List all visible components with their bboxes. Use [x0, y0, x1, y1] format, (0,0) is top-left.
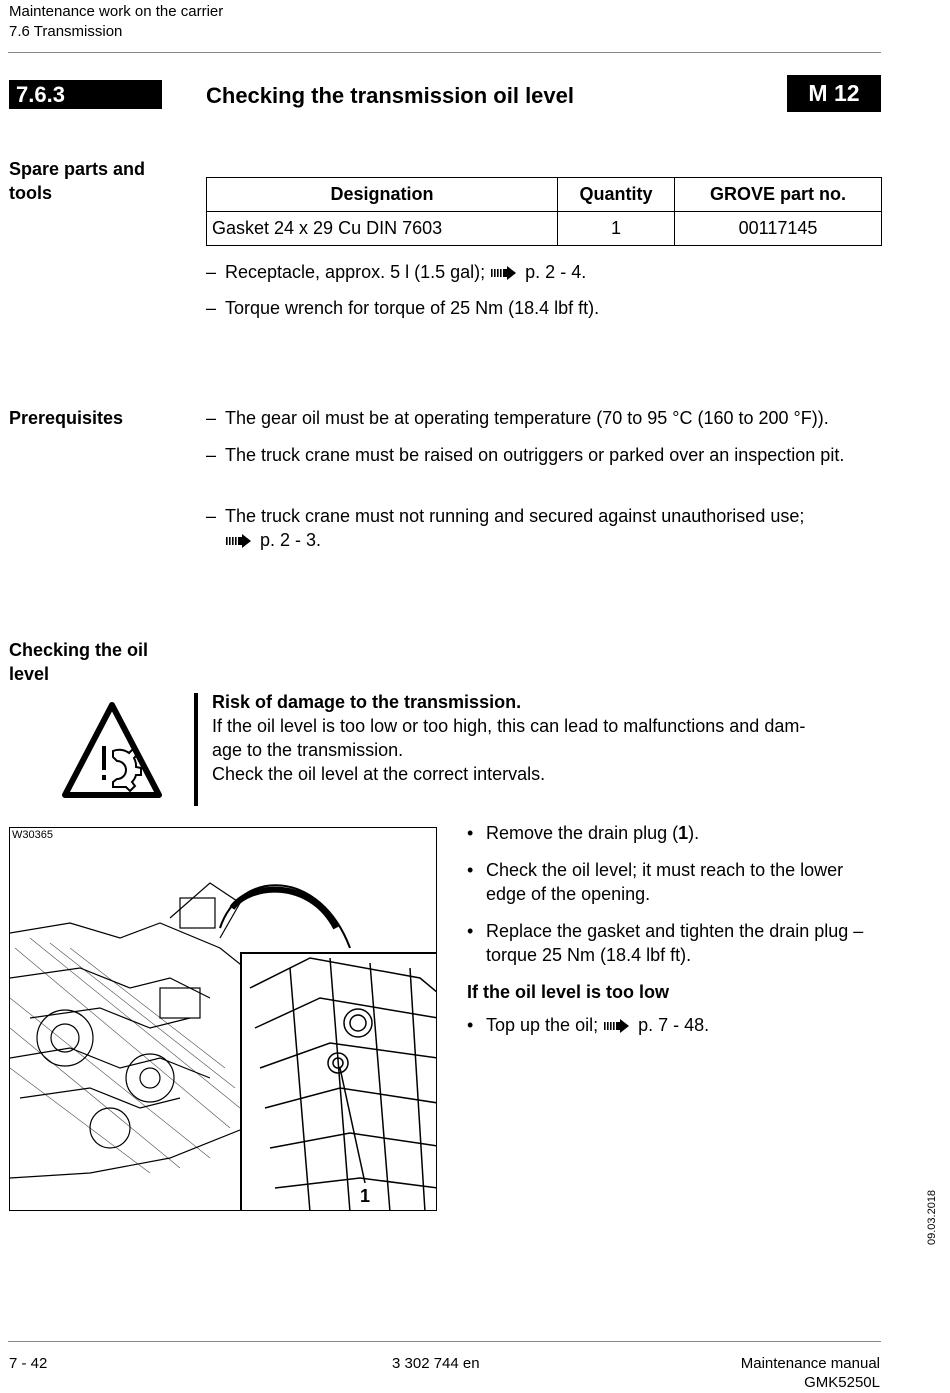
parts-table-header-row	[207, 178, 882, 212]
step-check-level: Check the oil level; it must reach to the lower edge of the opening.	[486, 860, 844, 904]
running-header-section: 7.6 Transmission	[9, 23, 123, 40]
warning-line-1: If the oil level is too low or too high, this can lead to malfunctions and dam-	[212, 716, 806, 736]
list-item: • Check the oil level; it must reach to the lower edge of the opening.	[467, 858, 887, 906]
col-header-designation: Designation	[207, 178, 558, 212]
transmission-figure	[9, 827, 437, 1211]
prerequisite-temperature: The gear oil must be at operating temperature (70 to 95 °C (160 to 200 °F)).	[225, 408, 829, 428]
warning-bar	[194, 693, 198, 806]
tool-receptacle-ref[interactable]: p. 2 - 4.	[525, 262, 587, 282]
spare-parts-heading: Spare parts and tools	[9, 159, 146, 203]
warning-text	[212, 690, 887, 786]
prerequisites-heading: Prerequisites	[9, 408, 124, 428]
warning-line-3: Check the oil level at the correct intervals.	[212, 764, 546, 784]
manual-title: Maintenance manual	[740, 1355, 880, 1372]
section-code-badge: M 12	[787, 75, 881, 112]
prerequisite-outriggers: The truck crane must be raised on outriggers or parked over an inspection pit.	[225, 445, 845, 465]
prerequisite-secured-ref[interactable]: p. 2 - 3.	[260, 530, 322, 550]
section-title: Checking the transmission oil level	[206, 83, 574, 108]
table-row	[207, 212, 882, 246]
step-remove-plug-end: ).	[688, 823, 700, 843]
section-number: 7.6.3	[9, 80, 162, 109]
list-item: • Replace the gasket and tighten the drain plug – torque 25 Nm (18.4 lbf ft).	[467, 919, 877, 967]
step-remove-plug-callout: 1	[678, 823, 689, 843]
checking-heading: Checking the oil level	[9, 640, 149, 684]
page-reference-arrow-icon	[490, 266, 520, 280]
list-item: – The gear oil must be at operating temperature (70 to 95 °C (160 to 200 °F)).	[206, 406, 886, 430]
running-header-chapter: Maintenance work on the carrier	[9, 3, 224, 20]
tool-torque-wrench-text: Torque wrench for torque of 25 Nm (18.4 lbf ft).	[225, 298, 600, 318]
cell-quantity: 1	[558, 212, 675, 246]
figure-id: W30365	[12, 829, 53, 841]
col-header-part-no: GROVE part no.	[675, 178, 882, 212]
prerequisite-secured: The truck crane must not running and secured against unauthorised use;	[225, 506, 805, 526]
list-item: – Torque wrench for torque of 25 Nm (18.4 lbf ft).	[206, 296, 886, 320]
list-item: • Remove the drain plug (1).	[467, 823, 700, 843]
model-name: GMK5250L	[804, 1374, 880, 1391]
page-reference-arrow-icon	[225, 534, 255, 548]
revision-date: 09.03.2018	[926, 1189, 938, 1245]
warning-triangle-icon	[60, 700, 164, 800]
tool-receptacle-text: Receptacle, approx. 5 l (1.5 gal);	[225, 262, 486, 282]
warning-title: Risk of damage to the transmission.	[212, 692, 522, 712]
col-header-quantity: Quantity	[558, 178, 675, 212]
step-remove-plug: Remove the drain plug (	[486, 823, 679, 843]
list-item: – The truck crane must not running and secured against unauthorised use; p. 2 - 3.	[206, 506, 805, 550]
callout-number: 1	[360, 1186, 371, 1206]
list-item: – The truck crane must be raised on outriggers or parked over an inspection pit.	[206, 443, 881, 467]
list-item: • Top up the oil; p. 7 - 48.	[467, 1015, 710, 1035]
step-replace-gasket: Replace the gasket and tighten the drain plug – torque 25 Nm (18.4 lbf ft).	[486, 921, 864, 965]
parts-table	[206, 177, 882, 246]
step-top-up: Top up the oil;	[486, 1015, 599, 1035]
document-number: 3 302 744 en	[392, 1355, 480, 1372]
footer-rule	[8, 1341, 881, 1342]
cell-designation: Gasket 24 x 29 Cu DIN 7603	[207, 212, 558, 246]
warning-line-2: age to the transmission.	[212, 740, 404, 760]
page-number: 7 - 42	[9, 1355, 48, 1372]
step-top-up-ref[interactable]: p. 7 - 48.	[638, 1015, 710, 1035]
transmission-illustration	[10, 828, 437, 1211]
page-reference-arrow-icon	[603, 1019, 633, 1033]
oil-too-low-subheading: If the oil level is too low	[467, 982, 670, 1002]
cell-part-no: 00117145	[675, 212, 882, 246]
header-rule	[8, 52, 881, 53]
list-item: – Receptacle, approx. 5 l (1.5 gal); p. 2 - 4.	[206, 262, 587, 282]
